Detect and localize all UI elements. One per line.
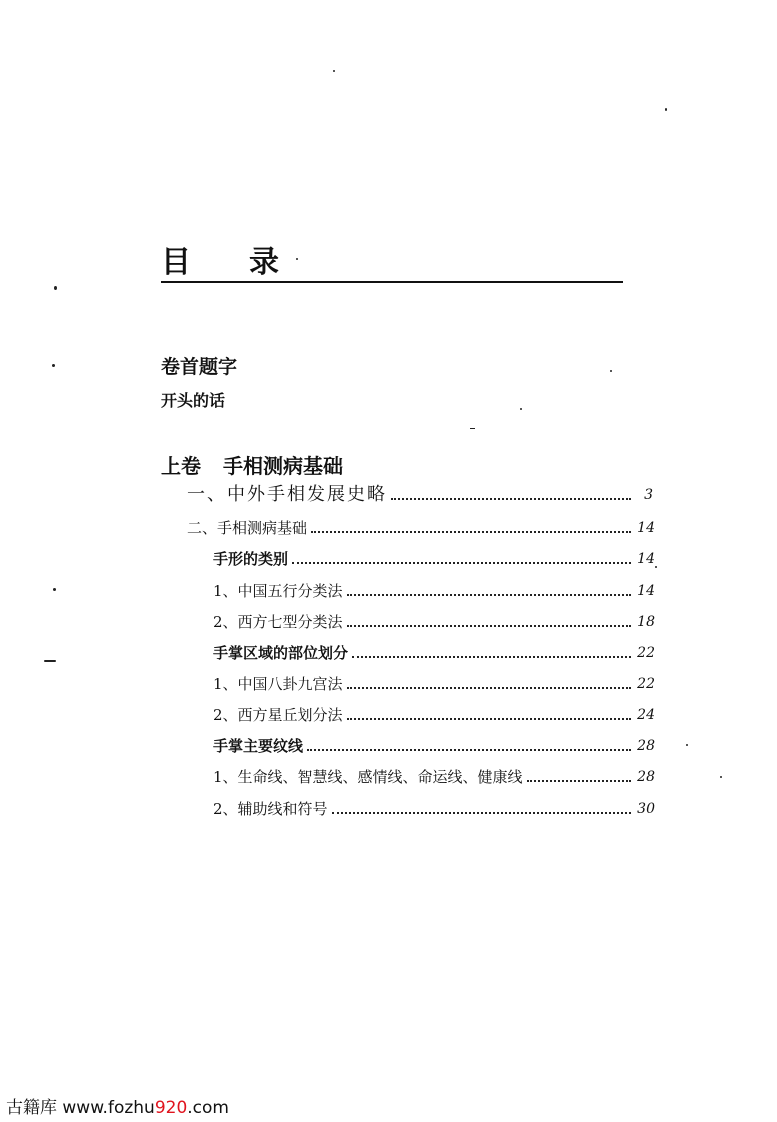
speck xyxy=(665,108,667,111)
watermark-number: 920 xyxy=(154,1098,188,1118)
leader-dots xyxy=(347,687,631,689)
leader-dots xyxy=(347,625,631,627)
toc-entry-label: 手掌主要纹线 xyxy=(213,737,304,755)
toc-entry-7[interactable] xyxy=(213,670,655,694)
volume-title: 手相测病基础 xyxy=(223,454,343,478)
toc-entry-page: 22 xyxy=(637,645,655,661)
speck xyxy=(686,744,688,746)
speck xyxy=(52,364,55,367)
toc-entry-3[interactable] xyxy=(213,545,655,569)
toc-entry-label: 1、生命线、智慧线、感情线、命运线、健康线 xyxy=(213,768,523,786)
leader-dots xyxy=(391,498,631,500)
speck xyxy=(54,286,57,290)
toc-entry-page: 30 xyxy=(637,801,655,817)
speck xyxy=(520,408,522,410)
leader-dots xyxy=(347,594,631,596)
watermark-footer xyxy=(6,1093,229,1118)
toc-entry-1[interactable] xyxy=(187,481,655,505)
leader-dots xyxy=(352,656,631,658)
toc-entry-6[interactable] xyxy=(213,639,655,663)
speck xyxy=(296,258,298,260)
leader-dots xyxy=(347,718,631,720)
toc-entry-label: 手形的类别 xyxy=(213,550,289,568)
leader-dots xyxy=(527,780,631,782)
leader-dots xyxy=(311,531,631,533)
leader-dots xyxy=(307,749,631,751)
toc-entry-label: 2、西方七型分类法 xyxy=(213,613,343,631)
toc-heading xyxy=(161,247,623,283)
speck xyxy=(44,660,56,662)
toc-entry-2[interactable] xyxy=(187,514,655,538)
watermark-prefix: 古籍库 www.fozhu xyxy=(6,1098,155,1118)
toc-title-char-1: 目 xyxy=(161,245,191,280)
speck xyxy=(333,70,335,72)
speck xyxy=(610,370,612,372)
toc-entry-page: 3 xyxy=(644,487,655,503)
toc-entry-page: 14 xyxy=(637,520,655,536)
toc-entry-label: 2、西方星丘划分法 xyxy=(213,706,343,724)
toc-entry-page: 14 xyxy=(637,583,655,599)
toc-entry-page: 28 xyxy=(637,769,655,785)
toc-entry-5[interactable] xyxy=(213,608,655,632)
toc-entry-label: 2、辅助线和符号 xyxy=(213,800,328,818)
leader-dots xyxy=(292,562,631,564)
speck xyxy=(655,566,657,568)
toc-entry-4[interactable] xyxy=(213,577,655,601)
speck xyxy=(53,588,56,591)
front-opening: 开头的话 xyxy=(161,391,226,410)
toc-entry-10[interactable] xyxy=(213,763,655,787)
toc-entry-page: 18 xyxy=(637,614,655,630)
toc-entry-11[interactable] xyxy=(213,795,655,819)
toc-entry-8[interactable] xyxy=(213,701,655,725)
front-inscription: 卷首题字 xyxy=(161,356,238,378)
toc-entry-label: 1、中国八卦九宫法 xyxy=(213,675,343,693)
leader-dots xyxy=(332,812,631,814)
toc-entry-page: 14 xyxy=(637,551,655,567)
speck xyxy=(720,776,722,778)
toc-entry-page: 28 xyxy=(637,738,655,754)
speck xyxy=(470,428,475,429)
volume-label: 上卷 xyxy=(161,454,201,478)
toc-entry-label: 1、中国五行分类法 xyxy=(213,582,343,600)
volume-heading xyxy=(161,450,343,479)
toc-entry-label: 手掌区域的部位划分 xyxy=(213,644,349,662)
toc-entry-page: 24 xyxy=(637,707,655,723)
toc-entry-9[interactable] xyxy=(213,732,655,756)
toc-entry-label: 一、中外手相发展史略 xyxy=(187,484,387,505)
toc-title-char-2: 录 xyxy=(249,245,279,280)
toc-entry-page: 22 xyxy=(637,676,655,692)
watermark-suffix: .com xyxy=(187,1098,229,1118)
toc-entry-label: 二、手相测病基础 xyxy=(187,519,308,537)
